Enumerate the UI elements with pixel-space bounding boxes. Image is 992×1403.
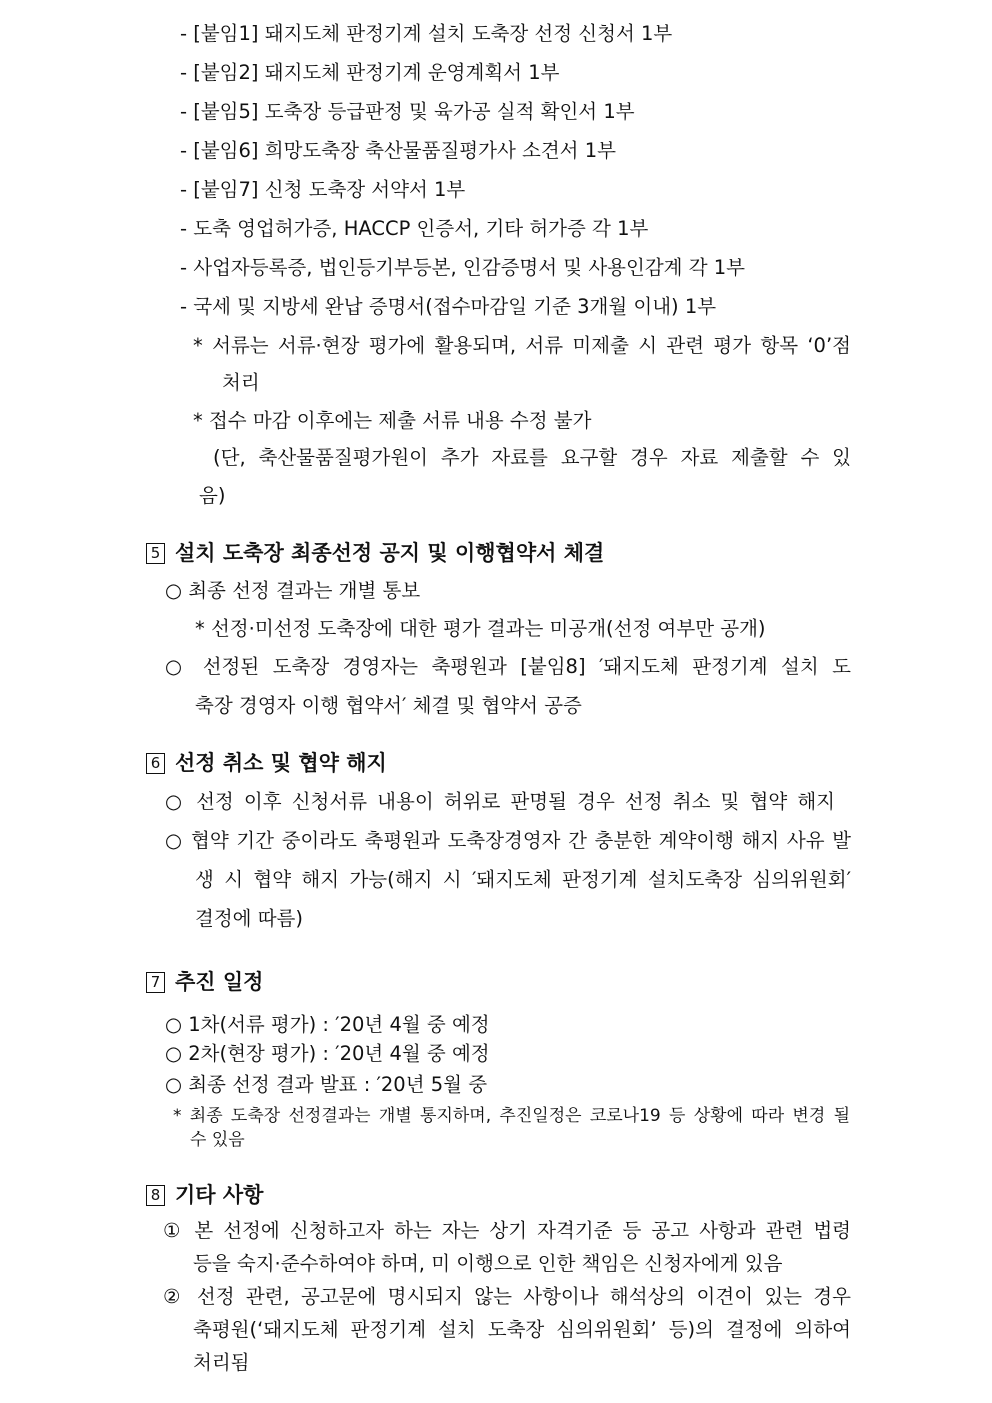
section-title: 선정 취소 및 협약 해지 [175, 751, 387, 775]
attachment-item: - [붙임2] 돼지도체 판정기계 운영계획서 1부 [180, 61, 560, 84]
section-6-heading [146, 750, 387, 776]
schedule-item: ○ 1차(서류 평가) : ′20년 4월 중 예정 [165, 1013, 490, 1036]
section-title: 추진 일정 [175, 970, 264, 994]
attachment-item: - [붙임6] 희망도축장 축산물품질평가사 소견서 1부 [180, 139, 616, 162]
other-item: ① 본 선정에 신청하고자 하는 자는 상기 자격기준 등 공고 사항과 관련 법령 [163, 1219, 851, 1242]
section-number-box: 6 [146, 753, 165, 774]
section-title: 설치 도축장 최종선정 공지 및 이행협약서 체결 [175, 541, 605, 565]
bullet-item: ○ 선정된 도축장 경영자는 축평원과 [붙임8] ′돼지도체 판정기계 설치 도 [165, 655, 851, 678]
attachment-item: - [붙임7] 신청 도축장 서약서 1부 [180, 178, 466, 201]
bullet-note: * 선정·미선정 도축장에 대한 평가 결과는 미공개(선정 여부만 공개) [195, 617, 766, 640]
bullet-item-cont: 축장 경영자 이행 협약서′ 체결 및 협약서 공증 [195, 694, 582, 717]
section-8-heading [146, 1182, 263, 1208]
section-number-box: 5 [146, 543, 165, 564]
schedule-item: ○ 2차(현장 평가) : ′20년 4월 중 예정 [165, 1042, 490, 1065]
bullet-item-cont: 생 시 협약 해지 가능(해지 시 ′돼지도체 판정기계 설치도축장 심의위원회′ [195, 868, 851, 891]
attachment-item: - 국세 및 지방세 완납 증명서(접수마감일 기준 3개월 이내) 1부 [180, 295, 717, 318]
other-item-cont: 등을 숙지·준수하여야 하며, 미 이행으로 인한 책임은 신청자에게 있음 [193, 1252, 783, 1275]
note-documents-line2: 처리 [222, 371, 260, 394]
other-item-cont: 축평원(‘돼지도체 판정기계 설치 도축장 심의위원회’ 등)의 결정에 의하여 [193, 1318, 851, 1341]
bullet-item: ○ 협약 기간 중이라도 축평원과 도축장경영자 간 충분한 계약이행 해지 사유 발 [165, 829, 851, 852]
bullet-item-cont: 결정에 따름) [195, 907, 303, 930]
schedule-item: ○ 최종 선정 결과 발표 : ′20년 5월 중 [165, 1073, 488, 1096]
schedule-note-line2: 수 있음 [190, 1130, 245, 1150]
other-item: ② 선정 관련, 공고문에 명시되지 않는 사항이나 해석상의 이견이 있는 경우 [163, 1285, 851, 1308]
attachment-item: - 사업자등록증, 법인등기부등본, 인감증명서 및 사용인감계 각 1부 [180, 256, 745, 279]
attachment-item: - 도축 영업허가증, HACCP 인증서, 기타 허가증 각 1부 [180, 217, 649, 240]
attachment-item: - [붙임1] 돼지도체 판정기계 설치 도축장 선정 신청서 1부 [180, 22, 673, 45]
section-5-heading [146, 540, 604, 566]
section-number-box: 7 [146, 972, 165, 993]
bullet-item: ○ 최종 선정 결과는 개별 통보 [165, 579, 421, 602]
section-title: 기타 사항 [175, 1183, 264, 1207]
other-item-cont: 처리됨 [193, 1351, 250, 1374]
note-documents-line1: * 서류는 서류·현장 평가에 활용되며, 서류 미제출 시 관련 평가 항목 ‘0’점 [193, 334, 851, 357]
note-deadline-line2: (단, 축산물품질평가원이 추가 자료를 요구할 경우 자료 제출할 수 있 [213, 446, 851, 469]
bullet-item: ○ 선정 이후 신청서류 내용이 허위로 판명될 경우 선정 취소 및 협약 해지 [165, 790, 835, 813]
schedule-note-line1: * 최종 도축장 선정결과는 개별 통지하며, 추진일정은 코로나19 등 상황에 따라 변경 될 [173, 1106, 850, 1126]
section-number-box: 8 [146, 1185, 165, 1206]
attachment-item: - [붙임5] 도축장 등급판정 및 육가공 실적 확인서 1부 [180, 100, 635, 123]
section-7-heading [146, 969, 263, 995]
note-deadline-line3: 음) [199, 484, 226, 507]
note-deadline-line1: * 접수 마감 이후에는 제출 서류 내용 수정 불가 [193, 409, 592, 432]
